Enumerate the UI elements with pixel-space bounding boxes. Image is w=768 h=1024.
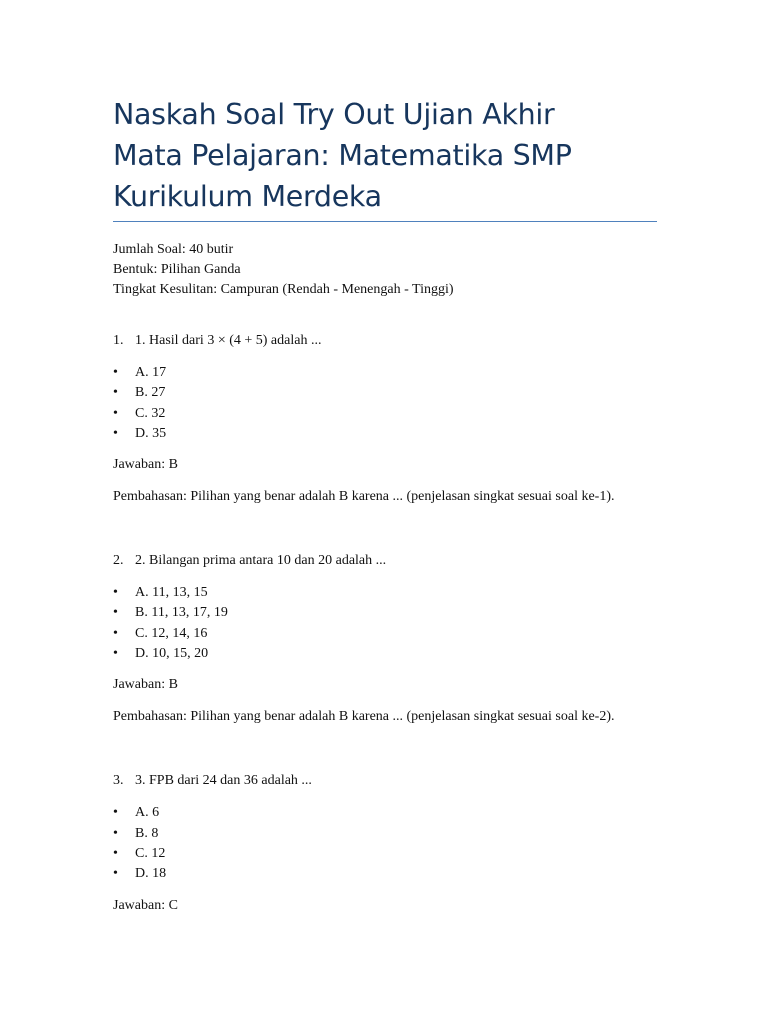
question-number: 3. xyxy=(113,773,124,789)
option-list xyxy=(113,363,673,444)
answer-key: Jawaban: B xyxy=(113,457,178,473)
option-text: C. 12, 14, 16 xyxy=(135,625,208,641)
title-line: Mata Pelajaran: Matematika SMP xyxy=(113,139,572,172)
option-item xyxy=(113,404,673,424)
question-number: 1. xyxy=(113,333,124,348)
question-line xyxy=(113,551,673,571)
question-3 xyxy=(113,771,673,915)
question-number: 2. xyxy=(113,553,124,569)
option-item xyxy=(113,424,673,444)
option-item xyxy=(113,363,673,383)
answer-key: Jawaban: C xyxy=(113,897,178,913)
option-text: A. 11, 13, 15 xyxy=(135,585,208,601)
option-item xyxy=(113,803,673,823)
bullet-icon: • xyxy=(113,805,118,821)
option-text: A. 17 xyxy=(135,365,167,380)
option-item xyxy=(113,824,673,844)
title-line: Kurikulum Merdeka xyxy=(113,180,382,213)
option-item xyxy=(113,844,673,864)
bullet-icon: • xyxy=(113,405,118,421)
option-item xyxy=(113,603,673,623)
option-text: B. 11, 13, 17, 19 xyxy=(135,605,228,621)
option-text: B. 27 xyxy=(135,385,166,401)
option-text: D. 35 xyxy=(135,425,167,441)
bullet-icon: • xyxy=(113,625,118,641)
option-item xyxy=(113,383,673,403)
question-1 xyxy=(113,331,673,507)
bullet-icon: • xyxy=(113,385,118,401)
option-text: B. 8 xyxy=(135,825,159,841)
title-line: Naskah Soal Try Out Ujian Akhir xyxy=(113,98,555,131)
question-text: 1. Hasil dari 3 × (4 + 5) adalah ... xyxy=(135,333,322,348)
question-format: Bentuk: Pilihan Ganda xyxy=(113,262,241,277)
title-divider xyxy=(113,221,657,222)
bullet-icon: • xyxy=(113,365,118,380)
exam-meta xyxy=(113,240,673,300)
question-count: Jumlah Soal: 40 butir xyxy=(113,242,234,257)
option-item xyxy=(113,864,673,884)
document-body xyxy=(113,240,673,916)
option-text: C. 12 xyxy=(135,845,166,861)
explanation: Pembahasan: Pilihan yang benar adalah B karena ... (penjelasan singkat sesuai soal ke-2). xyxy=(113,709,615,725)
option-item xyxy=(113,583,673,603)
question-line xyxy=(113,771,673,791)
bullet-icon: • xyxy=(113,585,118,601)
bullet-icon: • xyxy=(113,425,118,441)
option-text: D. 18 xyxy=(135,866,167,882)
document-title xyxy=(113,94,673,217)
question-text: 3. FPB dari 24 dan 36 adalah ... xyxy=(135,773,312,789)
explanation: Pembahasan: Pilihan yang benar adalah B karena ... (penjelasan singkat sesuai soal ke-1). xyxy=(113,489,615,505)
bullet-icon: • xyxy=(113,825,118,841)
option-list xyxy=(113,803,673,884)
bullet-icon: • xyxy=(113,605,118,621)
difficulty-level: Tingkat Kesulitan: Campuran (Rendah - Menengah - Tinggi) xyxy=(113,282,454,297)
option-item xyxy=(113,624,673,644)
bullet-icon: • xyxy=(113,845,118,861)
bullet-icon: • xyxy=(113,866,118,882)
option-item xyxy=(113,644,673,664)
option-text: A. 6 xyxy=(135,805,160,821)
question-line xyxy=(113,331,673,351)
option-text: C. 32 xyxy=(135,405,166,421)
question-text: 2. Bilangan prima antara 10 dan 20 adalah ... xyxy=(135,553,387,569)
question-2 xyxy=(113,551,673,727)
option-list xyxy=(113,583,673,664)
bullet-icon: • xyxy=(113,646,118,662)
answer-key: Jawaban: B xyxy=(113,677,178,693)
option-text: D. 10, 15, 20 xyxy=(135,646,209,662)
